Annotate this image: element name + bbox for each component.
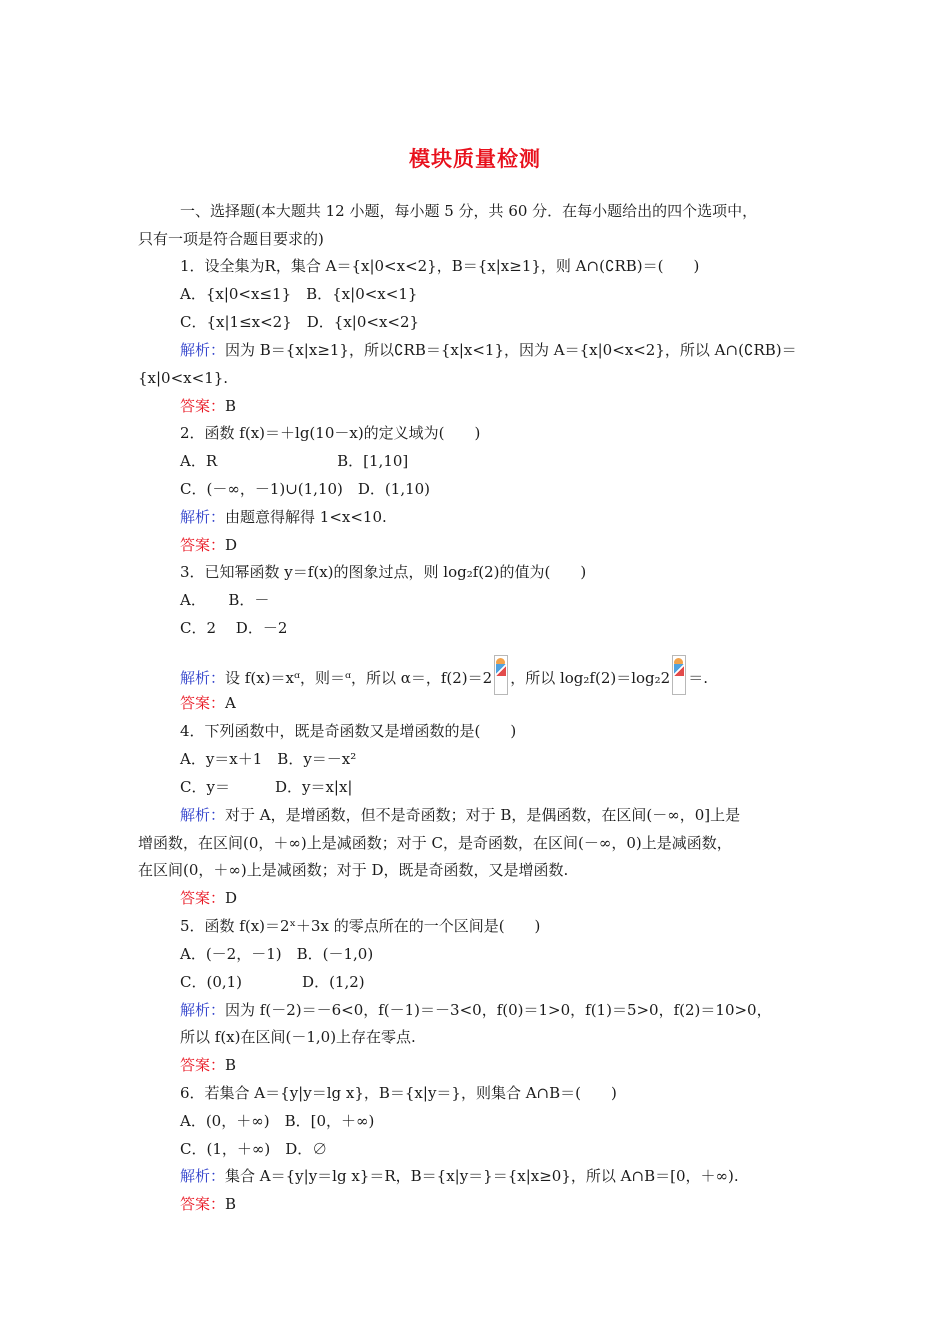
answer-label: 答案： [180,397,226,415]
question-2-analysis [180,507,387,527]
question-6-analysis [180,1166,739,1186]
question-5-options-ab: A．(－2，－1) B．(－1,0) [180,945,374,963]
section-heading-cont: 只有一项是符合题目要求的) [138,230,324,248]
answer-text: A [225,694,236,712]
question-5-answer [180,1055,236,1075]
question-5-analysis-cont: 所以 f(x)在区间(－1,0)上存在零点. [180,1028,416,1046]
analysis-text-3: ＝. [688,669,708,687]
answer-text: B [225,397,237,415]
question-4-options-ab: A．y＝x＋1 B．y＝－x² [180,750,357,768]
question-1-analysis-cont: {x|0<x<1}. [138,369,229,387]
analysis-text: 因为 f(－2)＝－6<0，f(－1)＝－3<0，f(0)＝1>0，f(1)＝5>0，f(2)＝10>0， [225,1001,772,1019]
answer-text: B [225,1056,237,1074]
answer-text: B [225,1195,237,1213]
question-5: 5．函数 f(x)＝2ˣ＋3x 的零点所在的一个区间是( ) [180,917,541,935]
question-4-analysis-cont: 增函数，在区间(0，＋∞)上是减函数；对于 C，是奇函数，在区间(－∞，0)上是减函数， [138,834,732,852]
question-3-options-cd: C．2 D．－2 [180,619,288,637]
analysis-text: 对于 A，是增函数，但不是奇函数；对于 B，是偶函数，在区间(－∞，0]上是 [225,806,741,824]
question-1: 1．设全集为R，集合 A＝{x|0<x<2}，B＝{x|x≥1}，则 A∩(∁RB)＝( ) [180,257,700,275]
answer-label: 答案： [180,1056,226,1074]
question-4-analysis-cont: 在区间(0，＋∞)上是减函数；对于 D，既是奇函数，又是增函数. [138,861,569,879]
question-2-options-ab: A．R B．[1,10] [180,452,409,470]
question-1-analysis [180,340,797,360]
question-5-options-cd: C．(0,1) D．(1,2) [180,973,365,991]
analysis-label: 解析： [180,1001,226,1019]
question-3: 3．已知幂函数 y＝f(x)的图象过点，则 log₂f(2)的值为( ) [180,563,587,581]
analysis-text-2: ，所以 log₂f(2)＝log₂2 [510,669,671,687]
analysis-text-1: 设 f(x)＝xᵅ，则＝ᵅ，所以 α＝，f(2)＝2 [225,669,493,687]
analysis-text: 集合 A＝{y|y＝lg x}＝R，B＝{x|y＝}＝{x|x≥0}，所以 A∩B＝[0，＋∞). [225,1167,739,1185]
analysis-label: 解析： [180,341,226,359]
question-1-answer [180,396,236,416]
question-2-answer [180,535,237,555]
answer-label: 答案： [180,889,226,907]
section-heading: 一、选择题(本大题共 12 小题，每小题 5 分，共 60 分．在每小题给出的四个选项中， [180,202,758,220]
question-5-analysis [180,1000,772,1020]
question-4-analysis [180,805,740,825]
analysis-label: 解析： [180,806,226,824]
answer-label: 答案： [180,536,226,554]
formula-image-icon [672,655,686,695]
question-2: 2．函数 f(x)＝＋lg(10－x)的定义域为( ) [180,424,481,442]
answer-label: 答案： [180,694,226,712]
formula-image-icon [494,655,508,695]
question-4-answer [180,888,237,908]
analysis-text: 因为 B＝{x|x≥1}，所以∁RB＝{x|x<1}，因为 A＝{x|0<x<2}，所以 A∩(∁RB)＝ [225,341,797,359]
question-6: 6．若集合 A＝{y|y＝lg x}，B＝{x|y＝}，则集合 A∩B＝( ) [180,1084,617,1102]
question-6-answer [180,1194,236,1214]
analysis-label: 解析： [180,508,226,526]
question-1-options-cd: C．{x|1≤x<2} D．{x|0<x<2} [180,313,420,331]
question-4: 4．下列函数中，既是奇函数又是增函数的是( ) [180,722,517,740]
question-4-options-cd: C．y＝ D．y＝x|x| [180,778,353,796]
question-6-options-ab: A．(0，＋∞) B．[0，＋∞) [180,1112,375,1130]
question-3-analysis [180,655,708,695]
page-title: 模块质量检测 [409,147,541,171]
analysis-label: 解析： [180,669,226,687]
analysis-text: 由题意得解得 1<x<10. [225,508,387,526]
analysis-label: 解析： [180,1167,226,1185]
question-1-options-ab: A．{x|0<x≤1} B．{x|0<x<1} [180,285,418,303]
question-6-options-cd: C．(1，＋∞) D．∅ [180,1140,328,1158]
question-3-answer [180,693,236,713]
question-2-options-cd: C．(－∞，－1)∪(1,10) D．(1,10) [180,480,431,498]
answer-label: 答案： [180,1195,226,1213]
question-3-options-ab: A． B．－ [180,591,270,609]
answer-text: D [225,889,238,907]
answer-text: D [225,536,238,554]
